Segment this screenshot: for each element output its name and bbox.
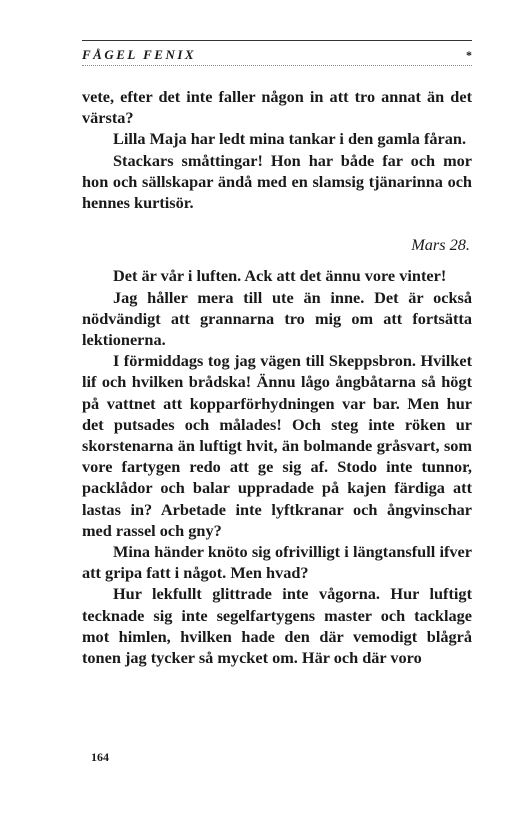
running-head: [82, 47, 472, 66]
paragraph: Det är vår i luften. Ack att det ännu vore vinter!: [112, 266, 447, 286]
entry-date: Mars 28.: [411, 235, 470, 255]
paragraph: I förmiddags tog jag vägen till Skeppsbron. Hvilket lif och hvilken brådska! Ännu lågo ångbåtarna så högt på vattnet att kopparförhydningen var bar. Men hur det putsades och målades! Och steg inte röken ur skorstenarna än luftigt hvit, än bolmande gråsvart, som vore fartygen redo att ge sig af. Stodo inte tunnor, packlådor och balar uppradade på kajen färdiga att lastas in? Arbetade inte lyftkranar och ångvinschar med rassel och gny?: [82, 351, 472, 540]
page-number: 164: [91, 750, 109, 764]
paragraph: vete, efter det inte faller någon in att tro annat än det värsta?: [82, 87, 472, 128]
body-text: [82, 86, 472, 668]
paragraph: Mina händer knöto sig ofrivilligt i längtansfull ifver att gripa fatt i något. Men hvad?: [82, 542, 472, 583]
paragraph: Hur lekfullt glittrade inte vågorna. Hur luftigt tecknade sig inte segelfartygens master och tacklage mot himlen, hvilken hade den där vemodigt blågrå tonen jag tycker så mycket om. Här och där voro: [82, 584, 472, 668]
paragraph: Lilla Maja har ledt mina tankar i den gamla fåran.: [112, 129, 467, 149]
header-rule: [82, 40, 472, 41]
paragraph: Stackars småttingar! Hon har både far och mor hon och sällskapar ändå med en slamsig tjänarinna och hennes kurtisör.: [82, 150, 472, 213]
book-page: [82, 40, 472, 668]
running-title: FÅGEL FENIX: [82, 47, 197, 62]
ornament-icon: *: [466, 48, 472, 62]
paragraph: Jag håller mera till ute än inne. Det är också nödvändigt att grannarna tro mig om att fortsätta lektionerna.: [82, 287, 472, 350]
